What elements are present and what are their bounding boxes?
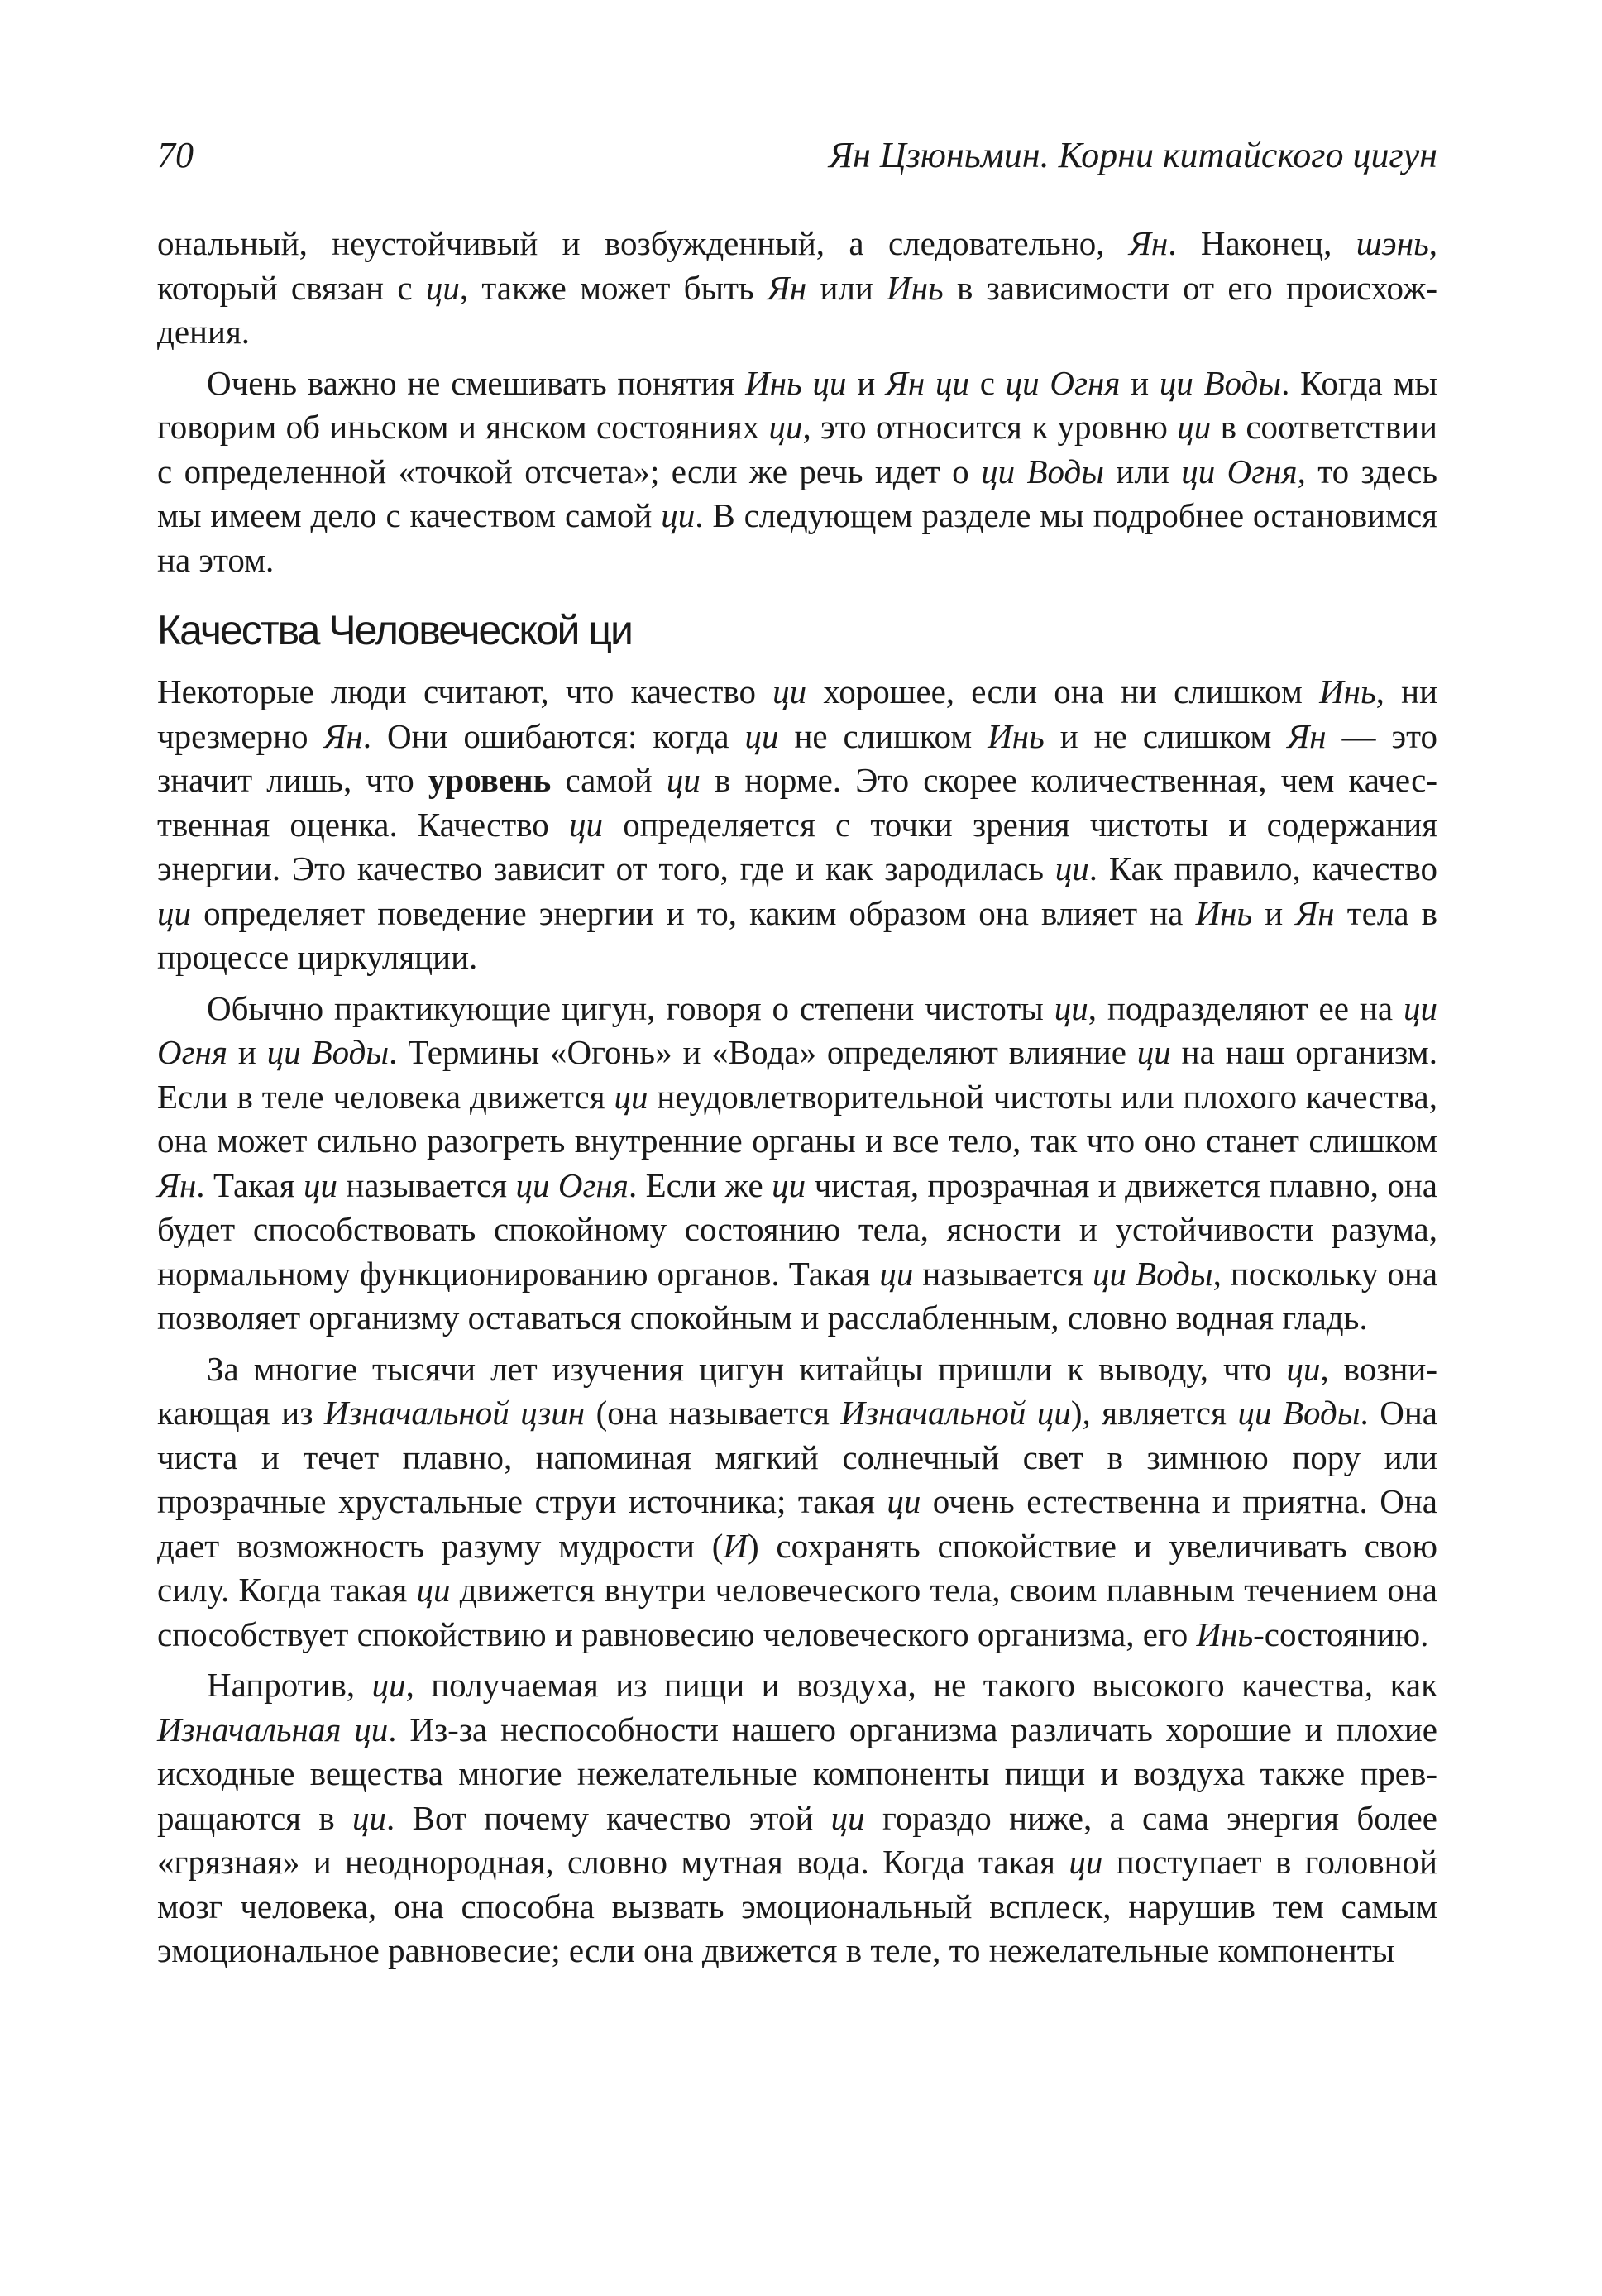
emphasis-term: ци Воды [981, 452, 1105, 490]
text-run: . В следующем разделе мы подробнее остановимся на этом. [157, 496, 1437, 579]
text-run: . Термины «Огонь» и «Вода» определяют влияние [389, 1033, 1137, 1071]
emphasis-term: Ян [323, 716, 363, 755]
text-run: (она называется [585, 1394, 841, 1432]
text-run: , возникающая из [157, 1349, 1437, 1432]
emphasis-term: ци [569, 805, 603, 844]
emphasis-term: ци [1177, 408, 1212, 446]
text-run: или [806, 268, 887, 307]
text-run: называется [913, 1254, 1093, 1293]
emphasis-term: И [723, 1526, 748, 1565]
text-run: в зависимости от его происхождения. [157, 268, 1438, 351]
text-run: гораздо ниже, а сама энергия более «грязная» и неоднородная, словно мутная вода. Когда такая [157, 1798, 1437, 1881]
emphasis-term: ци [425, 268, 460, 307]
text-run: самой [551, 761, 667, 799]
emphasis-term: ци [1054, 849, 1089, 887]
emphasis-term: ци [1054, 988, 1088, 1027]
text-run: Обычно практикующие цигун, говоря о степени чистоты [207, 988, 1054, 1027]
emphasis-term: Инь ци [745, 363, 847, 402]
text-run: . Вот почему качество этой [386, 1798, 831, 1837]
text-run: . Когда мы говорим об иньском и янском состояниях [157, 363, 1437, 446]
text-run: ональный, неустойчивый и возбужденный, а следовательно, [157, 224, 1129, 262]
emphasis-term: Инь [988, 716, 1045, 755]
text-run: Очень важно не смешивать понятия [207, 363, 746, 402]
emphasis-term: Инь [1196, 1614, 1254, 1653]
running-title: Ян Цзюньмин. Корни китайского цигун [829, 135, 1437, 175]
emphasis-term: ци Воды [1093, 1254, 1213, 1293]
text-run: на наш организм. Если в теле человека движется [157, 1033, 1437, 1116]
emphasis-term: ци [830, 1798, 865, 1837]
text-run: Напротив, [207, 1666, 372, 1704]
emphasis-term: ци Огня [1005, 363, 1121, 402]
emphasis-term: ци Воды [266, 1033, 390, 1071]
text-run: -состоянию. [1253, 1614, 1429, 1653]
text-run: . Из-за неспособности нашего организма различать хорошие и плохие исходные вещества многие нежелательные компоненты пищи и воздуха также превращаются в [157, 1710, 1437, 1837]
emphasis-term: ци [1286, 1349, 1321, 1388]
bold-term: уровень [428, 761, 552, 799]
emphasis-term: ци [1136, 1033, 1171, 1071]
emphasis-term: ци Воды [1159, 363, 1282, 402]
text-run: чистая, прозрачная и движется плавно, она будет способствовать спокойному состоянию тела, ясности и устойчивости разума, нормальному функционированию органов. Такая [157, 1165, 1437, 1293]
emphasis-term: ци Воды [1237, 1394, 1361, 1432]
emphasis-term: ци [744, 716, 779, 755]
text-run: и [227, 1033, 267, 1071]
page-number: 70 [157, 135, 194, 175]
paragraph [157, 670, 1437, 980]
emphasis-term: Ян [1287, 716, 1327, 755]
emphasis-term: ци [887, 1482, 921, 1520]
paragraph [157, 987, 1437, 1341]
text-run: определяет поведение энергии и то, каким образом она влияет на [191, 893, 1196, 932]
text-run: , подразделяют ее на [1088, 988, 1404, 1027]
emphasis-term: ци Огня [515, 1165, 629, 1204]
text-run: и [1252, 893, 1296, 932]
paragraph [157, 222, 1437, 355]
emphasis-term: ци [772, 672, 807, 710]
text-run: , также может быть [459, 268, 768, 307]
text-run: , получаемая из пищи и воздуха, не такого высокого качества, как [405, 1666, 1437, 1704]
text-run: называется [337, 1165, 516, 1204]
paragraph [157, 1347, 1437, 1657]
text-run: движется внутри человеческого тела, своим плавным течением она способствует спокойствию и равновесию человеческого организма, его [157, 1571, 1437, 1653]
text-run: и не слишком [1044, 716, 1288, 755]
text-run: в норме. Это скорее количественная, чем качественная оценка. Качество [157, 761, 1437, 844]
text-run: не слишком [778, 716, 988, 755]
text-run: Некоторые люди считают, что качество [157, 672, 773, 710]
text-run: , который связан с [157, 224, 1437, 307]
text-run: хорошее, если она ни слишком [806, 672, 1320, 710]
emphasis-term: ци [666, 761, 701, 799]
emphasis-term: ци [371, 1666, 406, 1704]
text-run: и [1120, 363, 1160, 402]
emphasis-term: Ян [767, 268, 807, 307]
text-run: . Такая [196, 1165, 304, 1204]
text-run: , ни чрезмерно [157, 672, 1438, 755]
emphasis-term: Изначальной цзин [323, 1394, 586, 1432]
emphasis-term: ци [614, 1077, 648, 1116]
emphasis-term: Изначальной ци [840, 1394, 1071, 1432]
text-run: , то здесь мы имеем дело с качеством самой [157, 452, 1437, 534]
text-run: тела в процессе циркуляции. [157, 893, 1437, 976]
paragraph [157, 361, 1437, 583]
emphasis-term: Ян [157, 1165, 197, 1204]
text-run: За многие тысячи лет изучения цигун китайцы пришли к выводу, что [207, 1349, 1287, 1388]
emphasis-term: ци [416, 1571, 451, 1609]
text-run: или [1104, 452, 1182, 490]
text-run: ) сохранять спокойствие и увеличивать свою силу. Когда такая [157, 1526, 1437, 1609]
emphasis-term: ци [352, 1798, 387, 1837]
emphasis-term: ци [157, 893, 191, 932]
emphasis-term: Инь [1195, 893, 1253, 932]
emphasis-term: ци [879, 1254, 914, 1293]
text-run: ), является [1070, 1394, 1238, 1432]
emphasis-term: ци [304, 1165, 338, 1204]
emphasis-term: ци [1069, 1843, 1103, 1881]
emphasis-term: Ян [1295, 893, 1335, 932]
emphasis-term: ци [768, 408, 803, 446]
text-run: определяется с точки зрения чистоты и содержания энергии. Это качество зависит от того, где и как зародилась [157, 805, 1437, 887]
text-run: поступает в головной мозг человека, она способна вызвать эмоциональный всплеск, нарушив тем самым эмоциональное равновесие; если она движется в теле, то нежелательные компоненты [157, 1843, 1437, 1969]
text-run: — это значит лишь, что [157, 716, 1437, 799]
text-run: . Она чиста и течет плавно, напоминая мягкий солнечный свет в зимнюю пору или прозрачные хрустальные струи источника; такая [157, 1394, 1438, 1520]
section-heading: Качества Человеческой ци [157, 607, 632, 653]
text-run: с [968, 363, 1006, 402]
emphasis-term: ци [772, 1165, 806, 1204]
text-run: . Как правило, качество [1088, 849, 1437, 887]
emphasis-term: Инь [1319, 672, 1376, 710]
text-run: в соответствии с определенной «точкой отсчета»; если же речь идет о [157, 408, 1437, 490]
text-run: , поскольку она позволяет организму оставаться спокойным и расслабленным, словно водная гладь. [157, 1254, 1438, 1337]
emphasis-term: ци Огня [1181, 452, 1298, 490]
running-head [157, 132, 1437, 179]
emphasis-term: Изначальная ци [157, 1710, 389, 1748]
emphasis-term: Ян [1128, 224, 1169, 262]
text-run: . Если же [628, 1165, 772, 1204]
text-run: . Наконец, [1168, 224, 1356, 262]
book-page [157, 132, 1437, 1973]
text-run: . Они ошибаются: когда [362, 716, 745, 755]
paragraph [157, 1663, 1437, 1973]
emphasis-term: ци [661, 496, 696, 534]
emphasis-term: Ян ци [885, 363, 969, 402]
text-run: и [846, 363, 886, 402]
emphasis-term: Инь [887, 268, 944, 307]
emphasis-term: шэнь [1356, 224, 1429, 262]
emphasis-term: ци Огня [157, 988, 1437, 1071]
text-run: , это относится к уровню [802, 408, 1178, 446]
text-run: очень естественна и приятна. Она дает возможность разуму мудрости ( [157, 1482, 1438, 1565]
text-run: неудовлетворительной чистоты или плохого качества, она может сильно разогреть внутренние органы и все тело, так что оно станет слишком [157, 1077, 1437, 1160]
